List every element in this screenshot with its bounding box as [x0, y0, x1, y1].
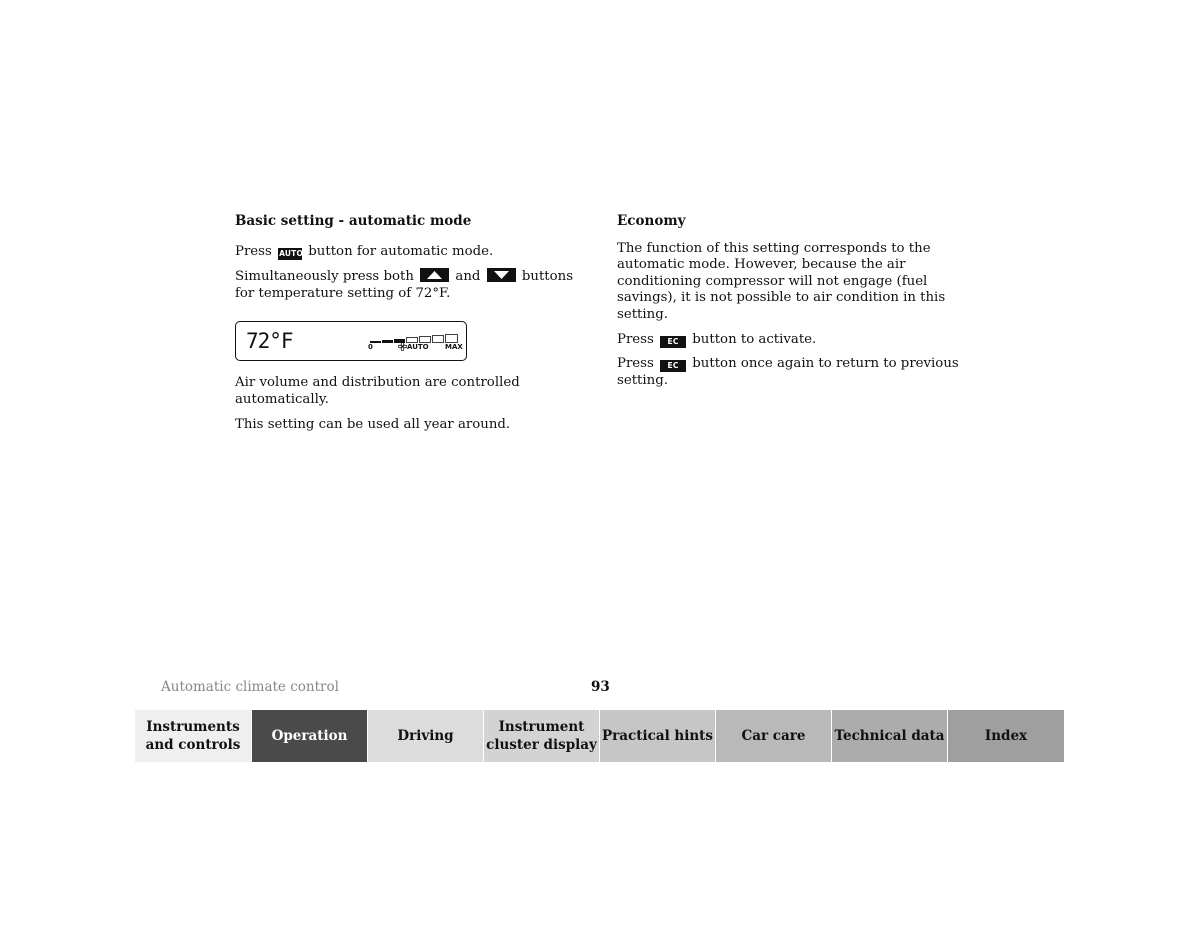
year-around-paragraph: This setting can be used all year around.: [235, 416, 511, 432]
auto-instruction-before: Press: [235, 243, 272, 259]
tab-label: Instrument cluster display: [486, 719, 597, 753]
auto-button-icon: AUTO: [279, 248, 304, 258]
temperature-instruction-before: Simultaneously press both: [235, 269, 414, 285]
display-temperature: 72°F: [246, 329, 293, 354]
section-heading-basic-setting: Basic setting - automatic mode: [235, 213, 472, 229]
auto-instruction-after: button for automatic mode.: [308, 243, 494, 259]
tab-label: Index: [984, 728, 1028, 744]
ec-activate-before: Press: [617, 331, 654, 347]
temperature-instruction-mid: and: [455, 269, 481, 285]
display-scale-min: 0: [368, 343, 373, 352]
tab-label: Instruments and controls: [145, 719, 241, 753]
tab-technical-data[interactable]: [832, 710, 948, 762]
tab-label: Driving: [397, 728, 454, 744]
arrow-up-button-icon: [420, 268, 449, 282]
fan-icon: [398, 342, 407, 351]
ec-return-before: Press: [617, 356, 654, 372]
footer-section-title: Automatic climate control: [161, 679, 339, 695]
right-column: [617, 213, 967, 397]
economy-description: The function of this setting corresponds to the automatic mode. However, because the air conditioning compressor will not engage (fuel savings), it is not possible to air condition in this setting.: [617, 240, 946, 322]
display-mode: AUTO: [407, 343, 429, 352]
ec-return-after: button once again to return to previous setting.: [617, 356, 959, 388]
chapter-navigation: [135, 710, 1064, 762]
ec-activate-after: button to activate.: [692, 331, 817, 347]
arrow-down-button-icon: [487, 268, 516, 282]
tab-label: Technical data: [834, 728, 945, 744]
temperature-instruction: [235, 268, 585, 302]
climate-display-illustration: [235, 321, 467, 361]
ec-return-instruction: [617, 356, 967, 389]
ec-activate-instruction: [617, 332, 967, 349]
section-heading-economy: Economy: [617, 213, 686, 229]
ec-button-icon: EC: [660, 360, 686, 372]
display-scale-max: MAX: [445, 343, 463, 352]
tab-car-care[interactable]: [716, 710, 832, 762]
temperature-instruction-after: buttons for temperature setting of 72°F.: [235, 269, 574, 301]
tab-practical-hints[interactable]: [600, 710, 716, 762]
ec-button-icon: EC: [660, 336, 686, 348]
tab-index[interactable]: [948, 710, 1064, 762]
left-column: [235, 213, 585, 441]
tab-instrument-cluster-display[interactable]: [484, 710, 600, 762]
tab-instruments-and-controls[interactable]: [135, 710, 252, 762]
tab-driving[interactable]: [368, 710, 484, 762]
air-volume-paragraph: Air volume and distribution are controlled automatically.: [235, 375, 520, 407]
tab-label: Car care: [741, 728, 806, 744]
tab-label: Practical hints: [602, 728, 713, 744]
tab-operation[interactable]: [252, 710, 368, 762]
auto-instruction: [235, 244, 585, 261]
tab-label: Operation: [271, 728, 348, 744]
page-number: 93: [591, 679, 610, 695]
